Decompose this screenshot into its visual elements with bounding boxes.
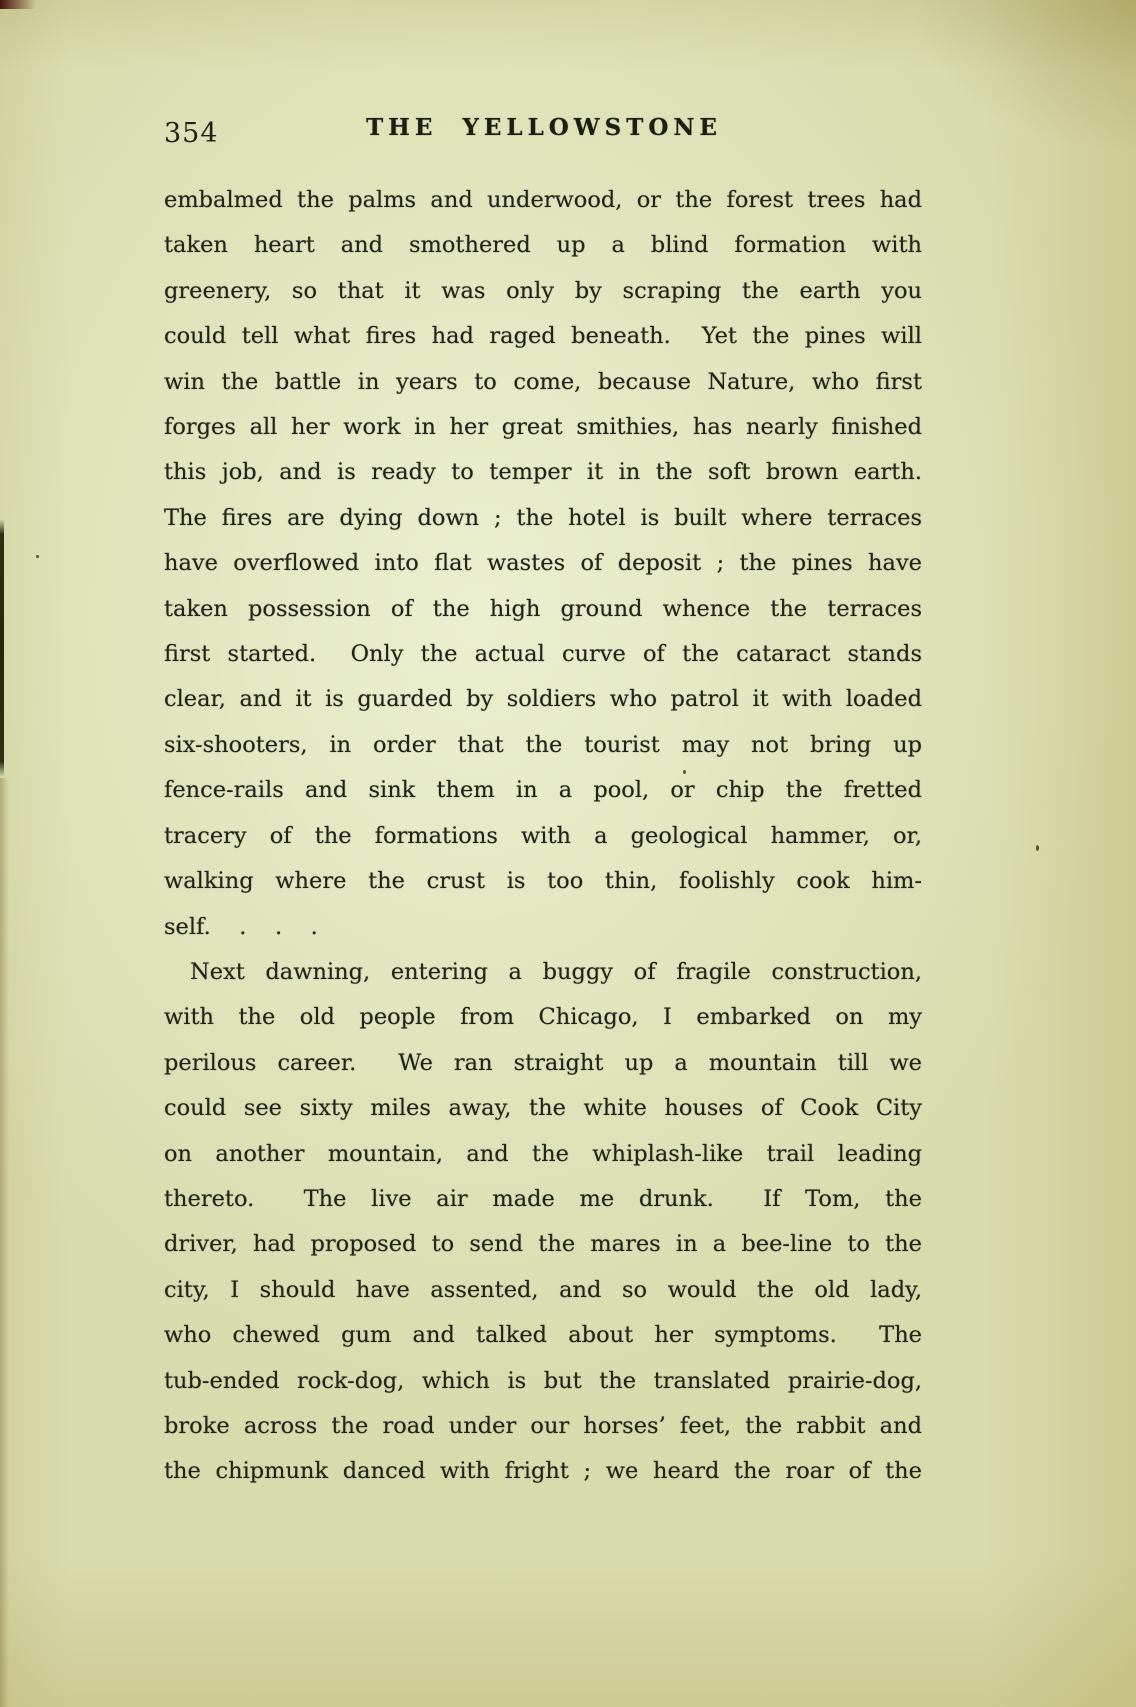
text-line: on another mountain, and the whiplash-like trail leading [164,1140,922,1167]
text-line: win the battle in years to come, because Nature, who first [164,368,922,395]
text-line: taken heart and smothered up a blind formation with [164,232,922,259]
text-line: have overflowed into flat wastes of deposit ; the pines have [164,550,922,577]
text-line: with the old people from Chicago, I embarked on my [164,1004,922,1031]
text-line: greenery, so that it was only by scraping the earth you [164,277,922,304]
text-line: taken possession of the high ground whence the terraces [164,595,922,622]
text-line: embalmed the palms and underwood, or the forest trees had [164,187,922,213]
scan-edge-line [0,519,4,777]
page-header [164,114,924,158]
text-line: Next dawning, entering a buggy of fragile construction, [190,958,922,985]
scan-speck [1036,845,1039,851]
paragraph [164,950,922,1495]
text-line: city, I should have assented, and so would the old lady, [164,1276,922,1303]
running-title: THE YELLOWSTONE [366,114,722,141]
text-line: walking where the crust is too thin, foolishly cook him- [164,868,922,895]
text-line: self. . . . [164,913,318,940]
text-line: this job, and is ready to temper it in the soft brown earth. [164,459,922,486]
text-line: could tell what fires had raged beneath. Yet the pines will [164,323,922,350]
page-text [164,178,922,1495]
text-line: forges all her work in her great smithies, has nearly finished [164,414,922,441]
text-line: thereto. The live air made me drunk. If Tom, the [164,1185,922,1212]
text-line: who chewed gum and talked about her symptoms. The [164,1322,922,1349]
paragraph [164,178,922,950]
text-line: fence-rails and sink them in a pool, or chip the fretted [164,777,922,804]
text-line: The fires are dying down ; the hotel is built where terraces [164,504,922,531]
text-line: clear, and it is guarded by soldiers who patrol it with loaded [164,686,922,713]
text-line: first started. Only the actual curve of the cataract stands [164,641,922,668]
text-line: could see sixty miles away, the white houses of Cook City [164,1095,922,1122]
scan-corner-mark [0,0,36,9]
page-number: 354 [164,118,219,149]
text-line: tracery of the formations with a geological hammer, or, [164,822,922,849]
scan-speck [36,555,39,558]
text-line: perilous career. We ran straight up a mountain till we [164,1049,922,1076]
text-line: driver, had proposed to send the mares in a bee-line to the [164,1231,922,1258]
text-line: the chipmunk danced with fright ; we heard the roar of the [164,1458,922,1485]
text-line: six-shooters, in order that the tourist may not bring up [164,731,922,758]
scan-page-edge [0,778,9,1707]
text-line: tub-ended rock-dog, which is but the translated prairie-dog, [164,1367,922,1394]
text-line: broke across the road under our horses’ feet, the rabbit and [164,1412,922,1439]
